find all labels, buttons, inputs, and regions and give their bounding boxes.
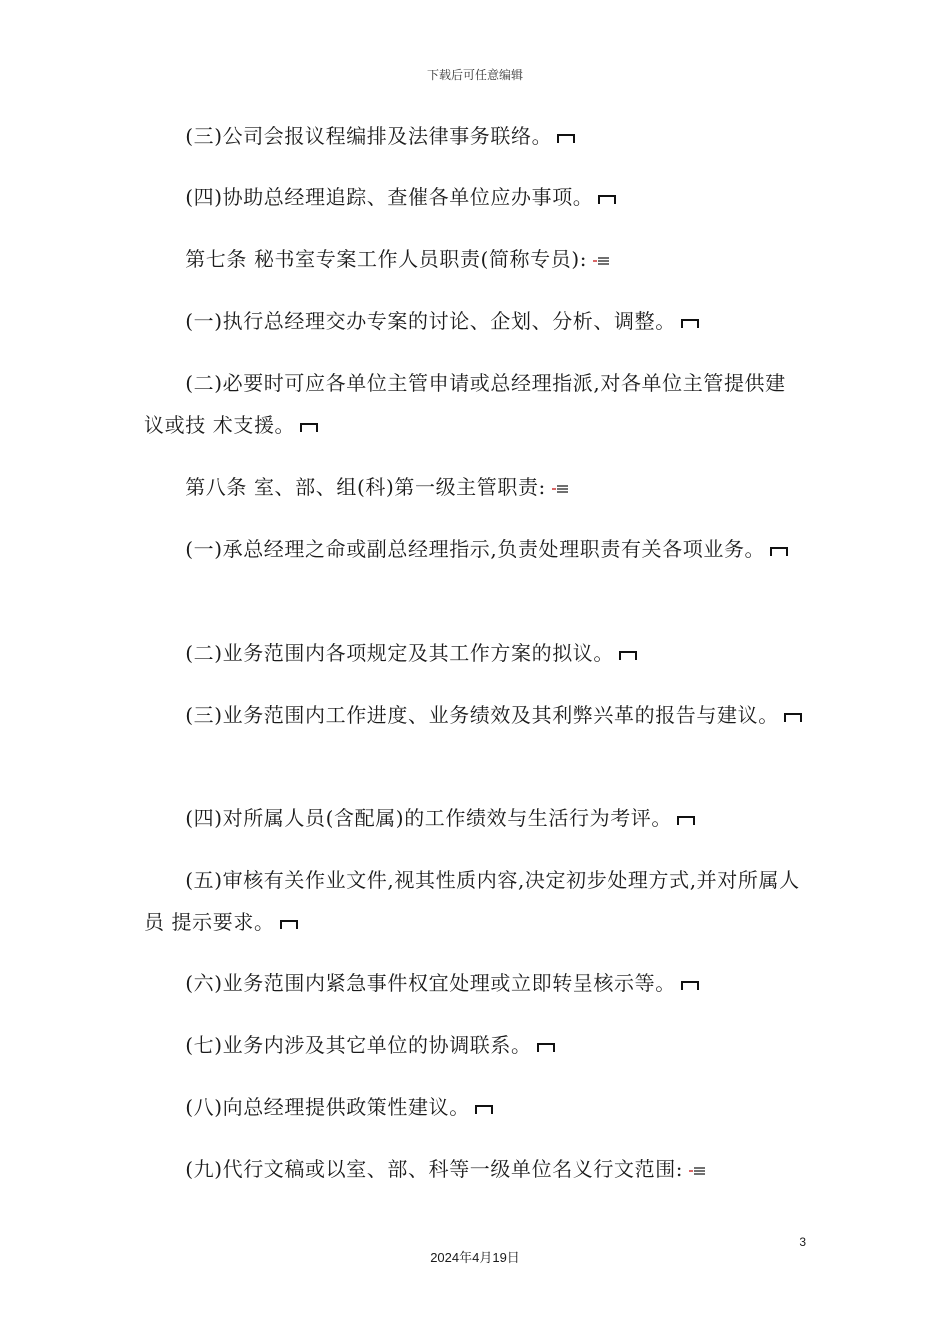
paragraph xyxy=(144,1148,806,1190)
paragraph xyxy=(144,362,806,446)
paragraph-text: (五)审核有关作业文件,视其性质内容,决定初步处理方式,并对所属人员 提示要求。 xyxy=(144,868,800,934)
paragraph xyxy=(144,797,806,839)
paragraph xyxy=(144,694,806,736)
paragraph-text: (二)必要时可应各单位主管申请或总经理指派,对各单位主管提供建议或技 术支援。 xyxy=(144,371,786,437)
paragraph xyxy=(144,859,806,943)
line-break-icon xyxy=(591,254,611,268)
paragraph-mark-icon xyxy=(597,192,617,206)
paragraph-mark-icon xyxy=(474,1102,494,1116)
paragraph-text: (二)业务范围内各项规定及其工作方案的拟议。 xyxy=(144,641,615,665)
paragraph xyxy=(144,176,806,218)
paragraph-mark-icon xyxy=(676,813,696,827)
paragraph-mark-icon xyxy=(783,710,803,724)
paragraph xyxy=(144,238,806,280)
paragraph-mark-icon xyxy=(769,544,789,558)
paragraph-mark-icon xyxy=(618,648,638,662)
paragraph-text: (六)业务范围内紧急事件权宜处理或立即转呈核示等。 xyxy=(144,971,676,995)
paragraph-text: (四)对所属人员(含配属)的工作绩效与生活行为考评。 xyxy=(144,806,673,830)
paragraph-mark-icon xyxy=(680,978,700,992)
paragraph-text: (八)向总经理提供政策性建议。 xyxy=(144,1095,470,1119)
paragraph-text: (九)代行文稿或以室、部、科等一级单位名义行文范围: xyxy=(144,1157,684,1181)
paragraph-text: (一)执行总经理交办专案的讨论、企划、分析、调整。 xyxy=(144,309,676,333)
footer-date: 2024年4月19日 xyxy=(430,1250,520,1265)
paragraph-mark-icon xyxy=(299,420,319,434)
paragraph-text: (一)承总经理之命或副总经理指示,负责处理职责有关各项业务。 xyxy=(144,537,766,561)
paragraph-text: (三)公司会报议程编排及法律事务联络。 xyxy=(144,124,553,148)
line-break-icon xyxy=(550,482,570,496)
paragraph xyxy=(144,962,806,1004)
line-break-icon xyxy=(687,1164,707,1178)
paragraph xyxy=(144,528,806,570)
paragraph-text: (四)协助总经理追踪、查催各单位应办事项。 xyxy=(144,185,594,209)
paragraph xyxy=(144,300,806,342)
paragraph-mark-icon xyxy=(556,131,576,145)
page-header: 下载后可任意编辑 xyxy=(426,68,523,82)
paragraph-text: 第七条 秘书室专案工作人员职责(简称专员): xyxy=(144,247,588,271)
paragraph-text: 第八条 室、部、组(科)第一级主管职责: xyxy=(144,475,546,499)
paragraph xyxy=(144,632,806,674)
paragraph xyxy=(144,466,806,508)
paragraph-mark-icon xyxy=(680,316,700,330)
paragraph-text: (三)业务范围内工作进度、业务绩效及其利弊兴革的报告与建议。 xyxy=(144,703,779,727)
paragraph xyxy=(144,1024,806,1066)
page-number: 3 xyxy=(799,1235,806,1249)
paragraph-mark-icon xyxy=(279,917,299,931)
paragraph-text: (七)业务内涉及其它单位的协调联系。 xyxy=(144,1033,532,1057)
paragraph xyxy=(144,115,806,157)
paragraph-mark-icon xyxy=(536,1040,556,1054)
paragraph xyxy=(144,1086,806,1128)
